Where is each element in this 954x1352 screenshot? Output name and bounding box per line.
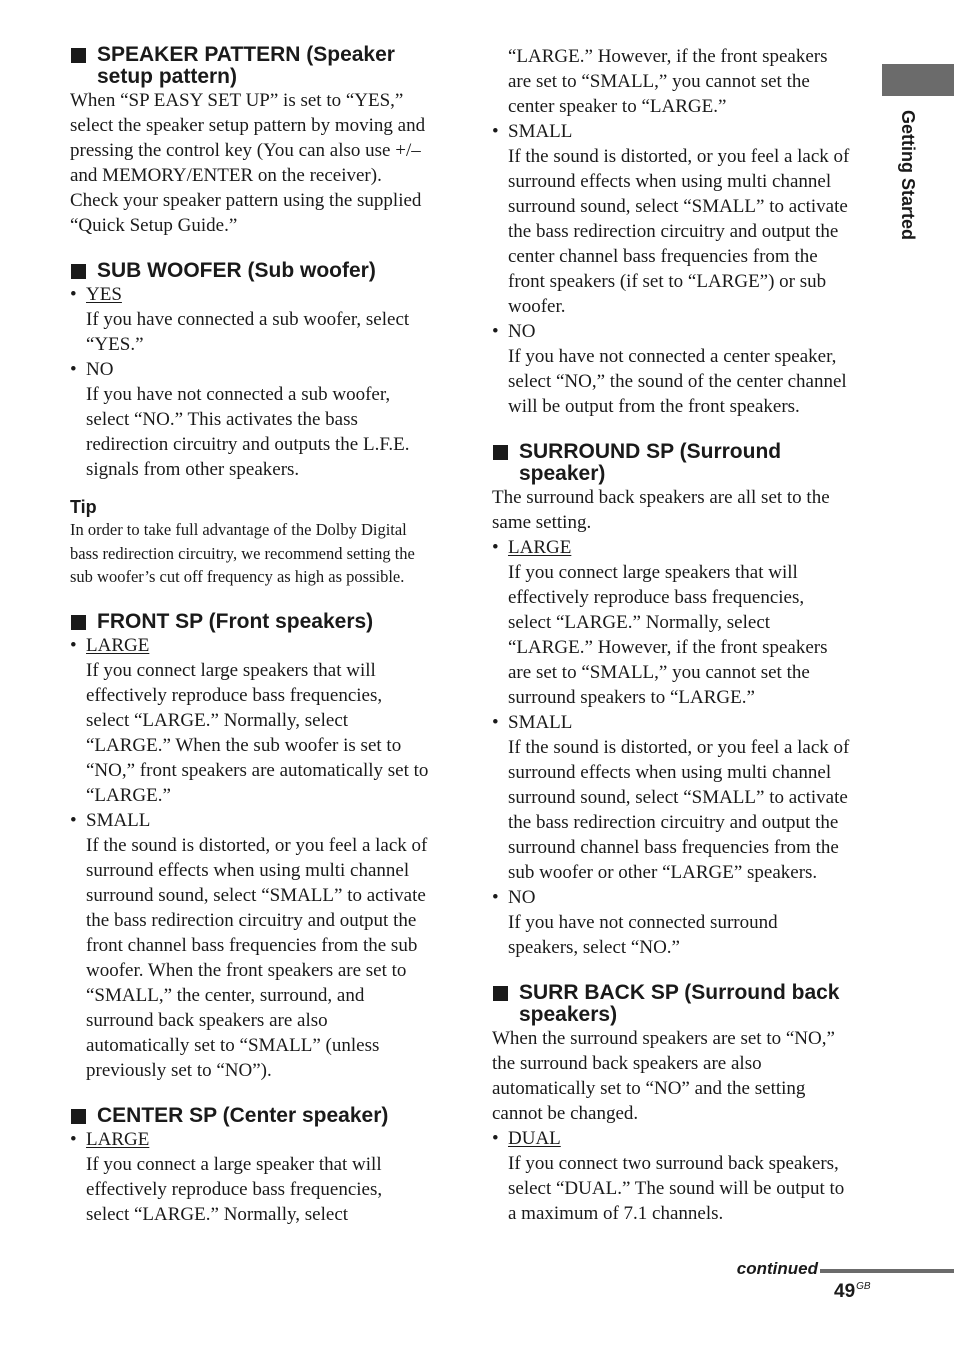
section-heading (70, 611, 450, 633)
option-description-line: surround effects when using multi channel (86, 859, 410, 881)
section-surround-sp (492, 441, 872, 960)
body-line: “Quick Setup Guide.” (70, 215, 238, 236)
option-description-line: select “LARGE.” Normally, select (86, 1203, 349, 1225)
tip-text-line: sub woofer’s cut off frequency as high as possible. (70, 567, 405, 586)
option-description-line: If you connect large speakers that will (508, 562, 798, 583)
option-item (492, 319, 872, 344)
option-description-line: If you have not connected surround (508, 912, 778, 933)
square-bullet-icon (71, 615, 86, 630)
section-heading-text: SURROUND SP (Surround speaker) (519, 440, 782, 485)
option-description-line: effectively reproduce bass frequencies, (86, 684, 383, 706)
body-line: When “SP EASY SET UP” is set to “YES,” (70, 90, 404, 111)
body-line: select the speaker setup pattern by moving and (70, 115, 426, 136)
option-description-line: the bass redirection circuitry and output the (508, 221, 839, 242)
body-line: and MEMORY/ENTER on the receiver). (70, 165, 382, 186)
option-description-line: effectively reproduce bass frequencies, (86, 1178, 383, 1200)
option-description-line: “LARGE.” (86, 784, 171, 806)
option-description-line: speakers, select “NO.” (508, 937, 680, 958)
bullet-icon: • (70, 1128, 77, 1150)
section-heading (492, 441, 872, 485)
section-speaker-pattern (70, 44, 450, 238)
option-description-line: front speakers (if set to “LARGE”) or sub (508, 271, 827, 292)
square-bullet-icon (71, 1109, 86, 1124)
tip-text-line: In order to take full advantage of the Dolby Digital (70, 520, 407, 539)
option-description-line: will be output from the front speakers. (508, 396, 800, 417)
section-side-label: Getting Started (898, 110, 918, 241)
body-line: the surround back speakers are also (492, 1053, 762, 1074)
section-center-sp-continued (492, 44, 872, 419)
page-number: $49^{GB}$ (834, 1281, 871, 1302)
body-line: Check your speaker pattern using the supplied (70, 190, 422, 211)
option-description-line: select “NO.” This activates the bass (86, 409, 358, 430)
option-description-line: If the sound is distorted, or you feel a lack of (508, 737, 850, 758)
option-item (70, 808, 450, 833)
option-description-line: are set to “SMALL,” you cannot set the (508, 662, 810, 683)
continued-label: continued (736, 1259, 818, 1278)
square-bullet-icon (493, 986, 508, 1001)
option-label: LARGE (86, 1128, 150, 1150)
option-description-line: signals from other speakers. (86, 459, 300, 480)
option-label: SMALL (508, 712, 573, 733)
option-description-line: a maximum of 7.1 channels. (508, 1203, 724, 1224)
section-surr-back-sp (492, 982, 872, 1226)
option-description-line: If you have not connected a sub woofer, (86, 384, 391, 405)
left-column (70, 44, 450, 1227)
section-heading-text: SURR BACK SP (Surround back speakers) (519, 981, 840, 1026)
bullet-icon: • (70, 634, 77, 656)
option-description-line: If you connect two surround back speakers, (508, 1153, 839, 1174)
body-line: pressing the control key (You can also use +/– (70, 140, 421, 161)
square-bullet-icon (71, 48, 86, 63)
section-heading-text: FRONT SP (Front speakers) (97, 609, 374, 633)
body-line: cannot be changed. (492, 1103, 639, 1124)
option-label: DUAL (508, 1128, 561, 1149)
option-label: NO (508, 321, 536, 342)
option-description-line: sub woofer or other “LARGE” speakers. (508, 862, 818, 883)
option-description-line: If you connect large speakers that will (86, 659, 376, 681)
option-description-line: effectively reproduce bass frequencies, (508, 587, 805, 608)
option-description-line: surround back speakers are also (86, 1009, 328, 1031)
option-description-line: surround effects when using multi channel (508, 762, 832, 783)
option-description-line: If you have connected a sub woofer, select (86, 309, 410, 330)
option-description-line: woofer. When the front speakers are set to (86, 959, 407, 981)
option-item (70, 633, 450, 658)
option-item (492, 119, 872, 144)
option-description-line: surround channel bass frequencies from the (508, 837, 839, 858)
body-line: same setting. (492, 512, 592, 533)
bullet-icon: • (492, 887, 499, 908)
bullet-icon: • (70, 809, 77, 831)
body-line: automatically set to “NO” and the setting (492, 1078, 806, 1099)
option-description-line: automatically set to “SMALL” (unless (86, 1034, 380, 1056)
bullet-icon: • (70, 284, 77, 305)
body-line: The surround back speakers are all set to the (492, 487, 830, 508)
continued-bar (820, 1269, 954, 1273)
section-sub-woofer (70, 260, 450, 482)
option-description-line: surround sound, select “SMALL” to activate (508, 787, 848, 808)
option-description-line: If you have not connected a center speaker, (508, 346, 837, 367)
option-description-line: woofer. (508, 296, 566, 317)
option-description-line: the bass redirection circuitry and output the (86, 909, 417, 931)
section-front-sp (70, 611, 450, 1083)
tip-text-line: bass redirection circuitry, we recommend setting the (70, 543, 415, 563)
option-label: NO (86, 359, 114, 380)
option-description-line: “NO,” front speakers are automatically set to (86, 759, 429, 781)
body-line: When the surround speakers are set to “NO,” (492, 1028, 835, 1049)
section-tab-marker (882, 64, 954, 96)
option-description-line: center speaker to “LARGE.” (508, 96, 727, 117)
tip-heading: Tip (70, 497, 97, 517)
option-description-line: the bass redirection circuitry and output the (508, 812, 839, 833)
square-bullet-icon (71, 264, 86, 279)
option-description-line: If you connect a large speaker that will (86, 1153, 382, 1175)
right-column (492, 44, 872, 1226)
page-suffix: GB (856, 1281, 871, 1292)
option-description-line: previously set to “NO”). (86, 1059, 272, 1081)
option-description-line: surround speakers to “LARGE.” (508, 687, 755, 708)
section-heading (70, 44, 450, 88)
option-label: LARGE (508, 537, 572, 558)
bullet-icon: • (492, 712, 499, 733)
section-heading (70, 1105, 450, 1127)
option-label: SMALL (508, 121, 573, 142)
option-description-line: “YES.” (86, 334, 144, 355)
option-description-line: surround sound, select “SMALL” to activate (86, 884, 426, 906)
section-heading-text: SPEAKER PATTERN (Speaker setup pattern) (97, 43, 395, 88)
section-heading (70, 260, 450, 282)
option-description-line: “LARGE.” When the sub woofer is set to (86, 734, 402, 756)
square-bullet-icon (493, 445, 508, 460)
option-description-line: If the sound is distorted, or you feel a lack of (508, 146, 850, 167)
option-label: SMALL (86, 809, 151, 831)
option-item (70, 1127, 450, 1152)
option-description-line: surround effects when using multi channel (508, 171, 832, 192)
bullet-icon: • (492, 121, 499, 142)
bullet-icon: • (70, 359, 77, 380)
section-center-sp (70, 1105, 450, 1227)
option-item (492, 885, 872, 910)
bullet-icon: • (492, 321, 499, 342)
option-description-line: front channel bass frequencies from the sub (86, 934, 418, 956)
bullet-icon: • (492, 537, 499, 558)
option-description-line: are set to “SMALL,” you cannot set the (508, 71, 810, 92)
option-item (70, 357, 450, 382)
option-description-line: select “LARGE.” Normally, select (86, 709, 349, 731)
option-description-line: “LARGE.” However, if the front speakers (508, 46, 828, 67)
option-item (492, 1126, 872, 1151)
option-description-line: If the sound is distorted, or you feel a lack of (86, 834, 428, 856)
option-description-line: “LARGE.” However, if the front speakers (508, 637, 828, 658)
option-item (492, 535, 872, 560)
option-label: LARGE (86, 634, 150, 656)
option-item (492, 710, 872, 735)
option-description-line: “SMALL,” the center, surround, and (86, 984, 365, 1006)
option-description-line: select “LARGE.” Normally, select (508, 612, 771, 633)
section-heading-text: SUB WOOFER (Sub woofer) (97, 259, 376, 282)
option-description-line: select “DUAL.” The sound will be output to (508, 1178, 845, 1199)
option-item (70, 282, 450, 307)
section-heading-text: CENTER SP (Center speaker) (97, 1103, 389, 1127)
option-description-line: surround sound, select “SMALL” to activate (508, 196, 848, 217)
option-description-line: center channel bass frequencies from the (508, 246, 818, 267)
option-label: NO (508, 887, 536, 908)
option-description-line: select “NO,” the sound of the center channel (508, 371, 847, 392)
option-description-line: redirection circuitry and outputs the L.F.E. (86, 434, 410, 455)
bullet-icon: • (492, 1128, 499, 1149)
section-heading (492, 982, 872, 1026)
option-label: YES (86, 284, 122, 305)
